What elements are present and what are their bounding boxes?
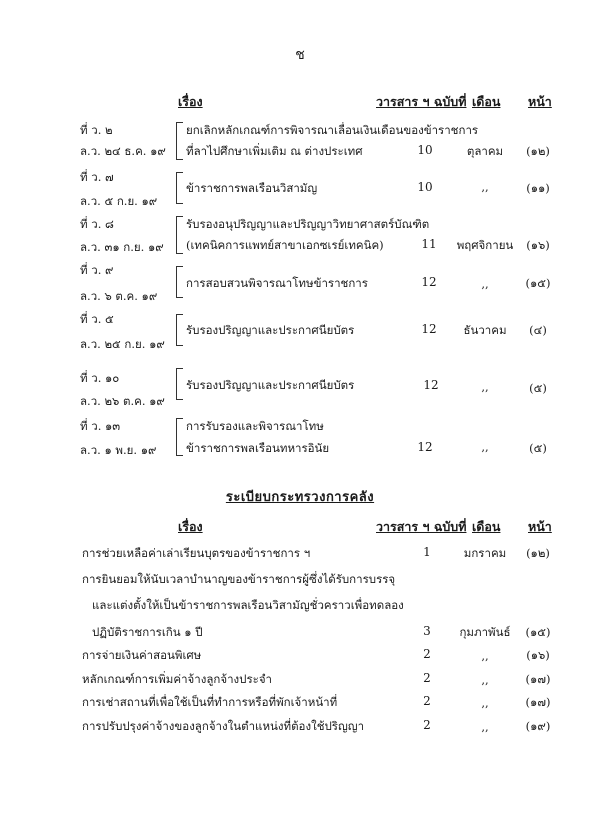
regulation-month: ,, [481,696,489,710]
entry-page: (๑๒) [526,144,550,158]
entry-month: ,, [481,440,489,454]
header-subject-bottom: เรื่อง [178,519,203,534]
circular-date: ล.ว. ๕ ก.ย. ๑๙ [80,194,158,208]
entry-page: (๑๖) [526,238,550,252]
regulation-subject: การยินยอมให้นับเวลาบำนาญของข้าราชการผู้ซึ่งได้รับการบรรจุ [82,572,396,586]
entry-number: 12 [423,378,439,392]
entry-subject: ข้าราชการพลเรือนวิสามัญ [186,181,318,195]
regulation-page: (๑๒) [526,546,550,560]
entry-page: (๑๑) [526,181,550,195]
regulation-subject: และแต่งตั้งให้เป็นข้าราชการพลเรือนวิสามัญชั่วคราวเพื่อทดลอง [92,598,404,612]
entry-page: (๑๕) [525,276,551,290]
section-title: ระเบียบกระทรวงการคลัง [225,490,375,505]
entry-bracket [176,216,183,254]
circular-ref: ที่ ว. ๗ [80,170,114,184]
entry-month: ,, [481,380,489,394]
regulation-number: 1 [423,545,431,559]
entry-number: 12 [421,275,437,289]
entry-month: พฤศจิกายน [456,238,514,252]
regulation-subject: หลักเกณฑ์การเพิ่มค่าจ้างลูกจ้างประจำ [82,672,273,686]
regulation-month: ,, [481,720,489,734]
regulation-month: ,, [481,649,489,663]
circular-date: ล.ว. ๒๕ ก.ย. ๑๙ [80,337,165,351]
entry-bracket [176,368,183,400]
page-letter: ช [295,47,305,63]
entry-subject: รับรองปริญญาและประกาศนียบัตร [186,323,355,337]
entry-month: ตุลาคม [466,144,504,158]
circular-date: ล.ว. ๓๑ ก.ย. ๑๙ [80,240,164,254]
circular-ref: ที่ ว. ๒ [80,123,113,137]
circular-ref: ที่ ว. ๘ [80,217,114,231]
entry-page: (๕) [529,381,547,395]
regulation-subject: ปฏิบัติราชการเกิน ๑ ปี [92,625,203,639]
entry-page: (๔) [529,323,547,337]
regulation-number: 2 [423,694,431,708]
entry-bracket [176,266,183,298]
circular-ref: ที่ ว. ๑๓ [80,419,121,433]
regulation-page: (๑๗) [525,695,551,709]
entry-subject: ข้าราชการพลเรือนทหารอินัย [186,441,330,455]
circular-date: ล.ว. ๑ พ.ย. ๑๙ [80,443,157,457]
circular-ref: ที่ ว. ๙ [80,263,114,277]
regulation-number: 2 [423,718,431,732]
circular-ref: ที่ ว. ๑๐ [80,371,120,385]
header-journal-top: วารสาร ฯ ฉบับที่ [376,94,467,109]
entry-subject: รับรองอนุปริญญาและปริญญาวิทยาศาสตร์บัณฑิต [186,217,430,231]
header-journal-bottom: วารสาร ฯ ฉบับที่ [376,519,467,534]
regulation-number: 2 [423,647,431,661]
circular-date: ล.ว. ๒๖ ต.ค. ๑๙ [80,394,165,408]
entry-number: 12 [421,322,437,336]
entry-bracket [176,122,183,160]
regulation-page: (๑๖) [526,648,550,662]
regulation-subject: การปรับปรุงค่าจ้างของลูกจ้างในตำแหน่งที่ต้องใช้ปริญญา [82,719,365,733]
entry-number: 10 [417,143,433,157]
header-month-bottom: เดือน [472,519,501,534]
entry-subject: การรับรองและพิจารณาโทษ [186,419,324,433]
entry-number: 12 [417,440,433,454]
header-page-bottom: หน้า [528,519,552,534]
header-month-top: เดือน [472,94,501,109]
entry-subject: การสอบสวนพิจารณาโทษข้าราชการ [186,276,368,290]
circular-ref: ที่ ว. ๕ [80,312,114,326]
entry-month: ,, [481,277,489,291]
regulation-subject: การช่วยเหลือค่าเล่าเรียนบุตรของข้าราชการ ฯ [82,546,311,560]
regulation-page: (๑๕) [525,625,551,639]
regulation-page: (๑๗) [525,672,551,686]
entry-bracket [176,418,183,456]
regulation-number: 2 [423,671,431,685]
entry-number: 10 [417,180,433,194]
entry-number: 11 [421,237,437,251]
regulation-month: มกราคม [463,546,507,560]
entry-subject: ยกเลิกหลักเกณฑ์การพิจารณาเลื่อนเงินเดือนของข้าราชการ [186,123,479,137]
entry-subject: ที่ลาไปศึกษาเพิ่มเติม ณ ต่างประเทศ [186,144,363,158]
circular-date: ล.ว. ๒๔ ธ.ค. ๑๙ [80,144,166,158]
entry-subject: รับรองปริญญาและประกาศนียบัตร [186,378,355,392]
entry-bracket [176,314,183,346]
regulation-subject: การเช่าสถานที่เพื่อใช้เป็นที่ทำการหรือที่พักเจ้าหน้าที่ [82,695,338,709]
entry-page: (๕) [529,441,547,455]
regulation-month: กุมภาพันธ์ [459,625,511,639]
entry-month: ธันวาคม [463,323,507,337]
entry-bracket [176,172,183,204]
header-subject-top: เรื่อง [178,94,203,109]
regulation-number: 3 [423,624,431,638]
header-page-top: หน้า [528,94,552,109]
regulation-subject: การจ่ายเงินค่าสอนพิเศษ [82,648,202,662]
regulation-month: ,, [481,673,489,687]
entry-subject: (เทคนิคการแพทย์สาขาเอกซเรย์เทคนิค) [186,238,384,252]
entry-month: ,, [481,180,489,194]
circular-date: ล.ว. ๖ ต.ค. ๑๙ [80,289,158,303]
regulation-page: (๑๙) [525,719,551,733]
